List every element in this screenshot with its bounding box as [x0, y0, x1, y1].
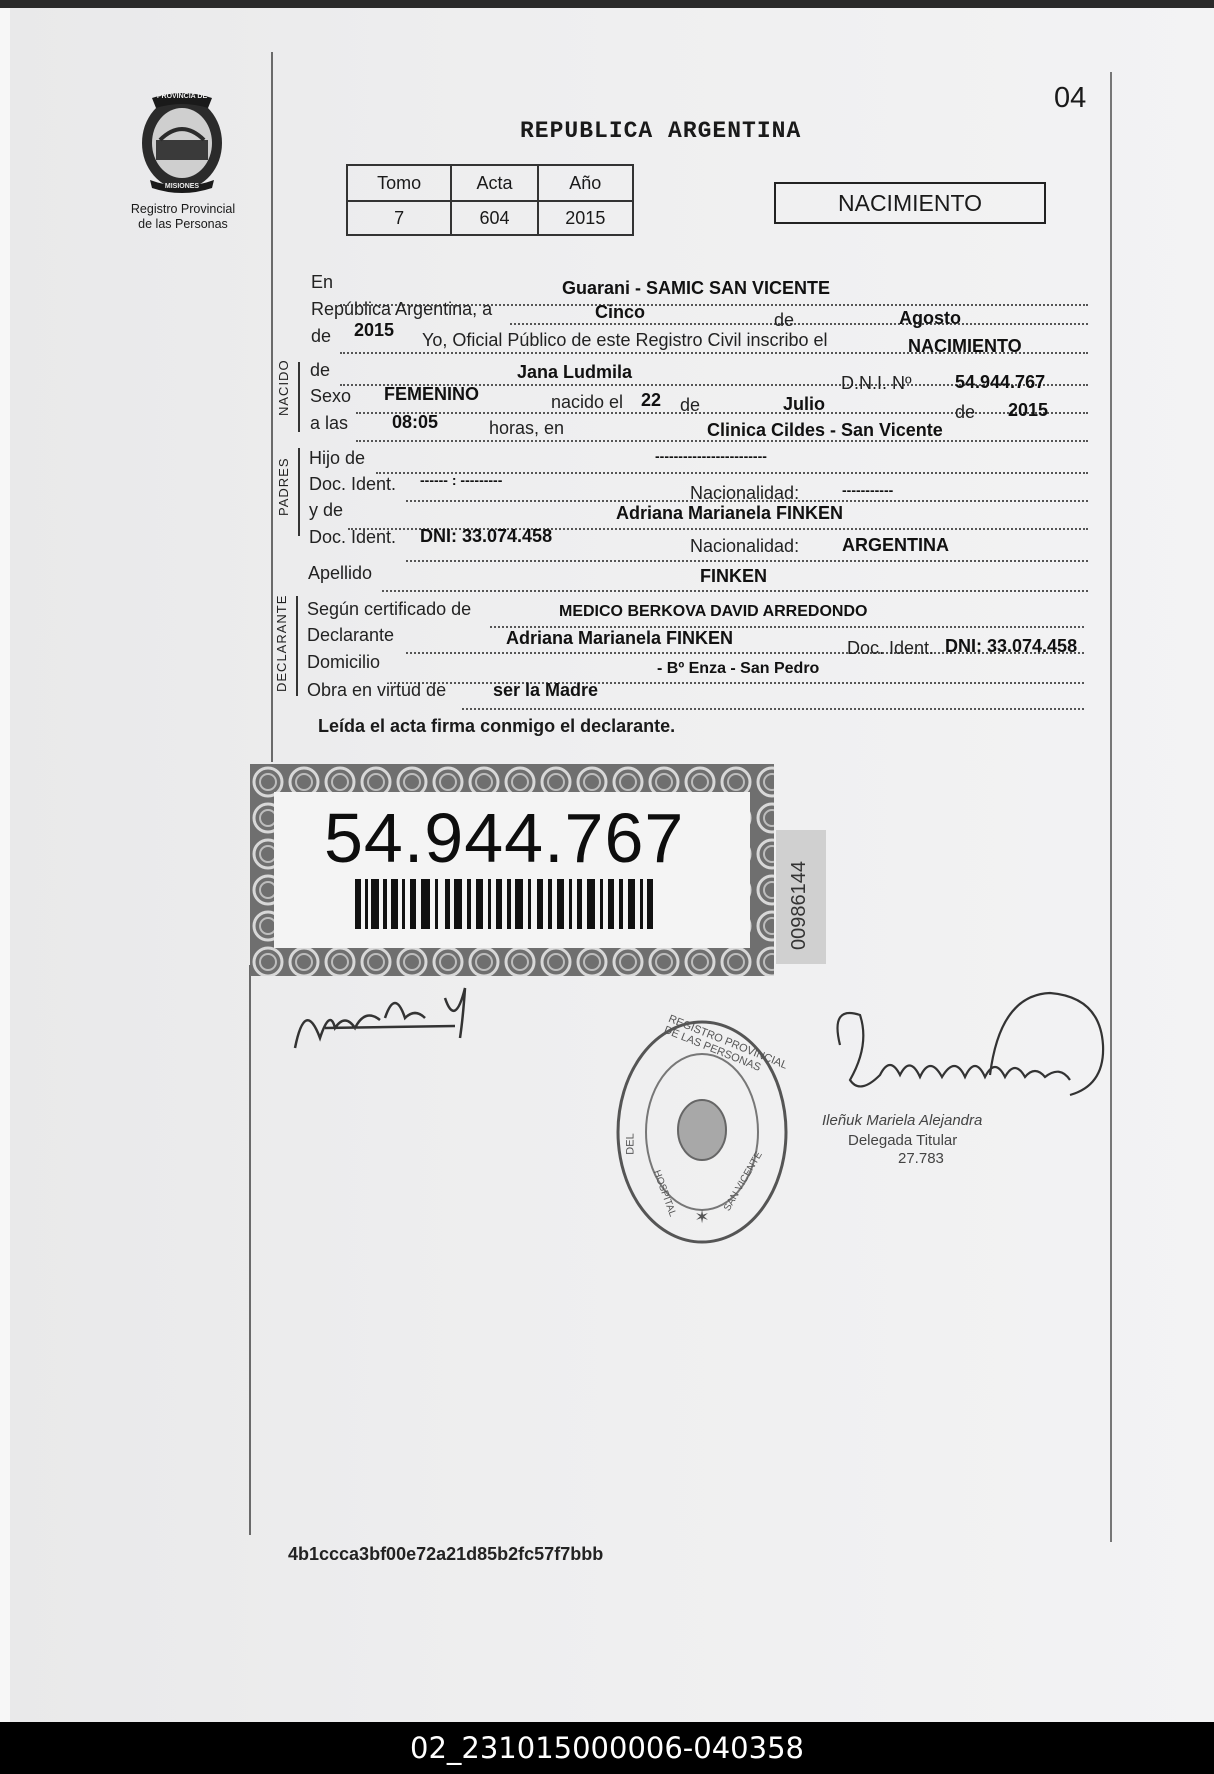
value-dni: 54.944.767	[955, 372, 1046, 392]
label-doc-ident-decl: Doc. Ident.	[847, 638, 935, 658]
table-header-acta: Acta	[451, 165, 537, 201]
value-apellido: FINKEN	[700, 566, 767, 586]
value-inscribo: NACIMIENTO	[908, 336, 1022, 356]
misiones-coat-of-arms	[132, 88, 232, 198]
dotted-line	[462, 708, 1084, 710]
svg-text:✶: ✶	[694, 1207, 710, 1227]
label-de-nombre: de	[310, 360, 331, 380]
value-sexo: FEMENINO	[384, 384, 480, 404]
label-doc-ident-madre: Doc. Ident.	[309, 527, 397, 547]
label-sexo: Sexo	[310, 386, 352, 406]
value-padre: ------------------------	[655, 448, 767, 464]
logo-text-bottom: MISIONES	[164, 183, 200, 190]
table-header-tomo: Tomo	[347, 165, 451, 201]
sticker-number: 54.944.767	[324, 799, 685, 877]
value-domicilio: - Bº Enza - San Pedro	[657, 660, 820, 677]
document-hash: 4b1ccca3bf00e72a21d85b2fc57f7bbb	[288, 1544, 604, 1564]
logo-caption-line2: de las Personas	[138, 217, 228, 231]
stamp-inner-1: HOSPITAL	[650, 1168, 678, 1219]
value-madre-doc: DNI: 33.074.458	[420, 526, 553, 546]
value-declarante: Adriana Marianela FINKEN	[506, 628, 734, 648]
acta-reference-table	[346, 164, 634, 236]
country-title: REPUBLICA ARGENTINA	[520, 118, 802, 144]
label-a-las: a las	[310, 413, 349, 433]
logo-caption-line1: Registro Provincial	[130, 202, 236, 216]
label-hijo-de: Hijo de	[309, 448, 366, 468]
bracket-padres	[298, 448, 300, 536]
label-nacido-el: nacido el	[551, 392, 624, 412]
act-type-box: NACIMIENTO	[774, 182, 1046, 224]
value-en: Guarani - SAMIC SAN VICENTE	[562, 278, 831, 298]
bracket-declarante	[296, 596, 298, 696]
section-label-padres: PADRES	[276, 457, 291, 516]
official-id: 27.783	[898, 1150, 944, 1167]
label-y-de: y de	[309, 500, 344, 520]
label-doc-ident-padre: Doc. Ident.	[309, 474, 397, 494]
label-domicilio: Domicilio	[307, 652, 381, 672]
stamp-left-text: DEL	[624, 1133, 637, 1155]
logo-caption	[118, 202, 248, 232]
label-obra: Obra en virtud de	[307, 680, 447, 700]
dotted-line	[382, 590, 1088, 592]
label-nacionalidad-padre: Nacionalidad:	[690, 483, 800, 503]
label-certificado: Según certificado de	[307, 599, 472, 619]
dotted-line	[406, 560, 1088, 562]
table-value-anio: 2015	[538, 201, 633, 235]
label-de-mes: de	[680, 395, 701, 415]
section-label-declarante: DECLARANTE	[274, 594, 289, 692]
left-margin-line-lower	[249, 965, 251, 1535]
official-signature	[820, 985, 1110, 1120]
official-stamp	[614, 1012, 790, 1246]
dotted-line	[356, 412, 1088, 414]
value-madre: Adriana Marianela FINKEN	[616, 503, 844, 523]
left-margin-line-upper	[271, 52, 273, 762]
value-nac-dia: 22	[641, 390, 662, 410]
value-nac-anio: 2015	[1008, 400, 1049, 420]
closing-text: Leída el acta firma conmigo el declarante.	[318, 716, 676, 736]
table-value-acta: 604	[451, 201, 537, 235]
id-sticker	[250, 764, 774, 976]
value-nombre: Jana Ludmila	[517, 362, 633, 382]
label-de-anio: de	[311, 326, 332, 346]
value-certificado: MEDICO BERKOVA DAVID ARREDONDO	[559, 603, 868, 620]
label-oficial: Yo, Oficial Público de este Registro Civil inscribo el	[422, 330, 828, 350]
value-anio: 2015	[354, 320, 395, 340]
label-republica: República Argentina, a	[311, 299, 493, 319]
official-name: Ileñuk Mariela Alejandra	[822, 1112, 983, 1129]
value-dia: Cinco	[595, 302, 646, 322]
barcode	[355, 879, 665, 934]
stamp-inner-2: SAN VICENTE	[721, 1149, 765, 1214]
official-role: Delegada Titular	[848, 1132, 958, 1149]
value-mes: Agosto	[899, 308, 961, 328]
value-hora: 08:05	[392, 412, 439, 432]
label-de: de	[774, 310, 795, 330]
logo-text-top: PROVINCIA DE	[156, 93, 208, 100]
table-header-anio: Año	[538, 165, 633, 201]
page-number: 04	[1054, 82, 1087, 114]
label-apellido: Apellido	[308, 563, 373, 583]
right-margin-line	[1110, 72, 1112, 1542]
section-label-nacido: NACIDO	[276, 359, 291, 416]
value-nac-mes: Julio	[783, 394, 826, 414]
stamp-ring-text: REGISTRO PROVINCIAL DE LAS PERSONAS	[662, 1012, 789, 1074]
scan-top-edge	[0, 0, 1214, 8]
value-padre-nac: -----------	[842, 482, 894, 498]
label-en: En	[311, 272, 334, 292]
label-de-anio2: de	[955, 402, 976, 422]
value-madre-nac: ARGENTINA	[842, 535, 949, 555]
label-nacionalidad-madre: Nacionalidad:	[690, 536, 800, 556]
value-padre-doc: ------ : ---------	[420, 472, 503, 488]
value-lugar: Clinica Cildes - San Vicente	[707, 420, 943, 440]
label-dni: D.N.I. Nº	[841, 373, 912, 393]
declarant-signature	[285, 968, 525, 1073]
value-decl-doc: DNI: 33.074.458	[945, 636, 1078, 656]
value-obra: ser la Madre	[493, 680, 599, 700]
footer-id: 02_231015000006-040358	[410, 1731, 804, 1765]
serial-number: 00986144	[788, 861, 810, 950]
footer-bar	[0, 1722, 1214, 1774]
table-value-tomo: 7	[347, 201, 451, 235]
label-horas-en: horas, en	[489, 418, 565, 438]
bracket-nacido	[298, 362, 300, 432]
dotted-line	[510, 323, 1088, 325]
label-declarante: Declarante	[307, 625, 395, 645]
